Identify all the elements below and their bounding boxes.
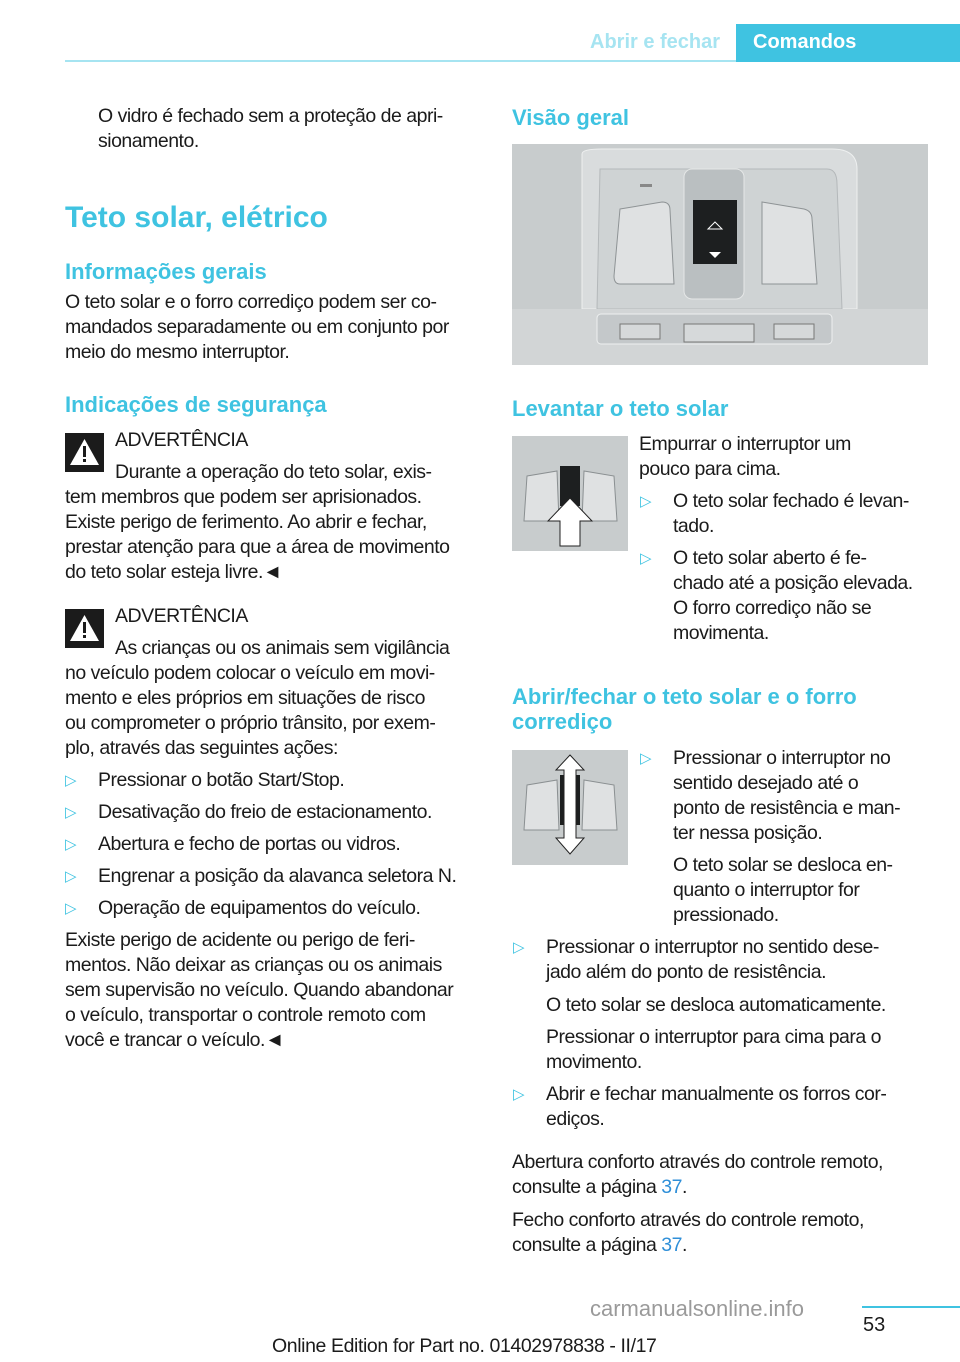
comfort-close-label: Fecho conforto através do controle remoto, consulte a página [512, 1209, 864, 1256]
tab-comandos[interactable] [736, 24, 960, 62]
open-close-section [512, 746, 928, 928]
triangle-bullet-icon: ▷ [513, 1086, 525, 1103]
list-item [639, 489, 928, 539]
list-item-text: Engrenar a posição da alavanca seletora N. [98, 865, 457, 887]
footer-rule [862, 1306, 960, 1308]
warning-text-first: Durante a operação do teto solar, exis- [115, 461, 432, 483]
heading-overview: Visão geral [512, 105, 629, 130]
general-text: O teto solar e o forro corrediço podem ser co- mandados separadamente ou em conjunto por meio do mesmo interruptor. [65, 291, 449, 363]
list-item-text: Pressionar o botão Start/Stop. [98, 769, 345, 791]
tab-abrir-e-fechar[interactable]: Abrir e fechar [590, 31, 721, 53]
triangle-bullet-icon: ▷ [65, 900, 77, 917]
list-item [639, 546, 928, 646]
list-item-text: Abertura e fecho de portas ou vidros. [98, 833, 401, 855]
page-title: Teto solar, elétrico [65, 201, 328, 234]
heading-safety: Indicações de segurança [65, 392, 327, 417]
page-link[interactable]: 37 [661, 1234, 682, 1256]
warning-block [65, 428, 480, 585]
warning-text-first: As crianças ou os animais sem vigilância [115, 637, 450, 659]
heading-raise: Levantar o teto solar [512, 396, 729, 421]
intro-text: O vidro é fechado sem a proteção de apri- sionamento. [98, 105, 443, 152]
warning-label: ADVERTÊNCIA [115, 605, 248, 627]
heading-general: Informações gerais [65, 259, 267, 284]
action-list [65, 768, 480, 928]
open-bullet-note: O teto solar se desloca automaticamente. [546, 994, 886, 1016]
open-bullet: Abrir e fechar manualmente os forros cor- ediços. [546, 1083, 887, 1130]
edition-text: Online Edition for Part no. 01402978838 - II/17 [272, 1335, 657, 1357]
warning-text: no veículo podem colocar o veículo em movi- mento e eles próprios em situações de risco ou comprometer o próprio trânsito, por exem- plo, através das seguintes ações: [65, 662, 436, 759]
list-item [65, 896, 480, 928]
open-close-switch-image [512, 750, 628, 865]
open-bullet: Pressionar o interruptor no sentido dese- jado além do ponto de resistência. [546, 936, 879, 983]
comfort-open-text: Abertura conforto através do controle remoto, consulte a página 37. [512, 1151, 883, 1198]
heading-open-close: Abrir/fechar o teto solar e o forro corrediço [512, 684, 857, 734]
warning-block [65, 604, 480, 761]
triangle-bullet-icon: ▷ [640, 493, 652, 510]
warning-text: tem membros que podem ser aprisionados. Existe perigo de ferimento. Ao abrir e fechar, prestar atenção para que a área de movimento do teto solar esteja livre.◄ [65, 486, 450, 583]
right-column [512, 105, 928, 1258]
overview-image [512, 144, 928, 365]
left-column [65, 104, 480, 1053]
raise-bullet: O teto solar aberto é fe- chado até a posição elevada. O forro corrediço não se movimenta. [673, 547, 913, 644]
warning-icon [65, 609, 104, 648]
open-bullet-note: O teto solar se desloca en- quanto o interruptor for pressionado. [673, 854, 893, 926]
list-item-text: Desativação do freio de estacionamento. [98, 801, 432, 823]
page-link[interactable]: 37 [661, 1176, 682, 1198]
warning-icon [65, 433, 104, 472]
list-item [639, 746, 928, 928]
triangle-bullet-icon: ▷ [65, 772, 77, 789]
triangle-bullet-icon: ▷ [640, 550, 652, 567]
closing-text: Existe perigo de acidente ou perigo de feri- mentos. Não deixar as crianças ou os animais sem supervisão no veículo. Quando abandonar o veículo, transportar o controle remoto com você e trancar o veículo.◄ [65, 929, 454, 1051]
list-item [65, 832, 480, 864]
raise-switch-image [512, 436, 628, 551]
triangle-bullet-icon: ▷ [640, 750, 652, 767]
comfort-close-text: Fecho conforto através do controle remoto, consulte a página 37. [512, 1209, 864, 1256]
open-bullet: Pressionar o interruptor no sentido desejado até o ponto de resistência e man- ter nessa posição. [673, 747, 901, 844]
triangle-bullet-icon: ▷ [65, 868, 77, 885]
watermark: carmanualsonline.info [590, 1296, 805, 1321]
list-item-text: Operação de equipamentos do veículo. [98, 897, 421, 919]
list-item [65, 800, 480, 832]
tab-comandos-label: Comandos [753, 31, 857, 53]
raise-text-column [639, 432, 928, 646]
warning-label: ADVERTÊNCIA [115, 429, 248, 451]
triangle-bullet-icon: ▷ [513, 939, 525, 956]
raise-section [512, 432, 928, 646]
triangle-bullet-icon: ▷ [65, 804, 77, 821]
page-number: 53 [863, 1314, 886, 1336]
comfort-open-label: Abertura conforto através do controle remoto, consulte a página [512, 1151, 883, 1198]
open-text-column [639, 746, 928, 928]
open-bullet-note: Pressionar o interruptor para cima para o movimento. [546, 1026, 882, 1073]
list-item [65, 768, 480, 800]
raise-text: Empurrar o interruptor um pouco para cima. [639, 433, 851, 480]
list-item [65, 864, 480, 896]
raise-bullet: O teto solar fechado é levan- tado. [673, 490, 909, 537]
list-item [512, 935, 928, 1075]
list-item [512, 1082, 928, 1132]
triangle-bullet-icon: ▷ [65, 836, 77, 853]
